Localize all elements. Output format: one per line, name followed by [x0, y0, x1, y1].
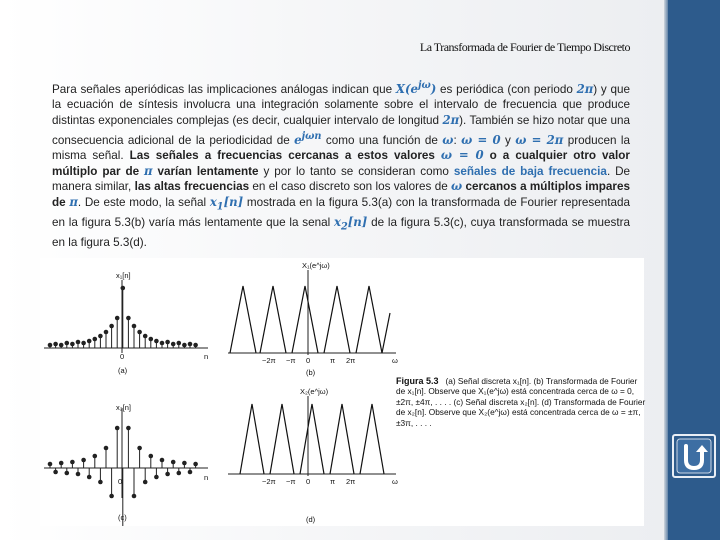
signal-c-stem-dot — [70, 460, 75, 465]
signal-c-stem-dot — [188, 470, 193, 475]
signal-c-stem-dot — [109, 494, 114, 499]
signal-a-stem-dot — [188, 342, 193, 347]
signal-a-stem-dot — [165, 340, 170, 345]
signal-c-stem-dot — [193, 462, 198, 467]
tick-d-pi: π — [330, 477, 336, 486]
figure-caption-label: Figura 5.3 — [396, 376, 439, 386]
caption-c: (c) — [118, 513, 127, 522]
spectrum-b-lobe-5 — [356, 286, 382, 353]
tick-d-mpi: −π — [286, 477, 296, 486]
slide-title: La Transformada de Fourier de Tiempo Discreto — [419, 40, 630, 54]
label-a-n: n — [204, 352, 209, 361]
signal-a-stem-dot — [93, 337, 98, 342]
signal-a-stem-dot — [149, 337, 154, 342]
signal-a-stem-dot — [76, 340, 81, 345]
tick-b-pi: π — [330, 356, 336, 365]
figure-caption-text: (a) Señal discreta x₁[n]. (b) Transformada de Fourier de x₁[n]. Observe que X₁(e^jω) está concentrada cerca de ω = 0, ±2π, ±4π, . . . . (c) Señal discreta x₂[n]. (d) Transformada de Fourier de x₂[n]. Observe que X₂(e^jω) está concentrada cerca de ω = ±π, ±3π, . . . . — [396, 376, 646, 428]
signal-a-stem-dot — [193, 343, 198, 348]
signal-a-stem-dot — [137, 330, 142, 335]
signal-c-stem-dot — [104, 446, 109, 451]
signal-c-stem-dot — [48, 462, 53, 467]
signal-c-stem-dot — [126, 426, 131, 431]
signal-c-stem-dot — [171, 460, 176, 465]
signal-c-stem-dot — [154, 475, 159, 480]
tick-b-0: 0 — [306, 356, 311, 365]
signal-a-stem-dot — [59, 343, 64, 348]
stems-c — [48, 426, 198, 526]
caption-b: (b) — [306, 368, 316, 377]
return-button[interactable] — [672, 434, 716, 478]
tick-b-mpi: −π — [286, 356, 296, 365]
spectrum-b-lobe-2 — [260, 286, 286, 353]
signal-a-stem-dot — [160, 341, 165, 346]
caption-a: (a) — [118, 366, 128, 375]
signal-c-stem-dot — [115, 426, 120, 431]
label-c-n: n — [204, 473, 209, 482]
body-paragraph: Para señales aperiódicas las implicaciones análogas indican que $X(e^{j\omega})$ es periódica (con periodo 2π) y que la ecuación de síntesis involucra una integración solamente sobre el intervalo de frecuencia que produce distintas exponenciales complejas (es decir, cualquier intervalo de longitud 2π). También se hizo notar que una consecuencia adicional de la periodicidad de $e^{j\omega n}$ como una función de ω: ω = 0 y ω = 2π producen la misma señal. Las señales a frecuencias cercanas a estos valores ω = 0 o a cualquier otro valor múltiplo par de π varían lentamente y por lo tanto se consideran como señales de baja frecuencia. De manera similar, las altas frecuencias en el caso discreto son los valores de ω cercanos a múltiplos impares de π. De este modo, la señal $x_1[n]$ mostrada en la figura 5.3(a) con la transformada de Fourier representada en la figura 5.3(b) varía más lentamente que la senal $x_2[n]$ de la figura 5.3(c), cuya transformada se muestra en la figura 5.3(d). — [52, 80, 631, 249]
signal-c-stem-dot — [149, 454, 154, 459]
label-d-omega: ω — [392, 477, 398, 486]
spectrum-d-lobe-3 — [300, 404, 324, 474]
label-a-y: x₁[n] — [116, 271, 131, 280]
signal-c-stem-dot — [132, 494, 137, 499]
spectrum-d-lobe-4 — [330, 404, 354, 474]
signal-c-stem-dot — [65, 471, 70, 476]
return-arrow-icon — [674, 436, 714, 476]
signal-a-stem-dot — [154, 339, 159, 344]
signal-c-stem-dot — [53, 470, 58, 475]
spectrum-b-lobe-1 — [230, 286, 256, 353]
tick-b-m2pi: −2π — [262, 356, 276, 365]
signal-c-stem-dot — [76, 472, 81, 477]
signal-a-stem-dot — [65, 341, 70, 346]
signal-a-stem-dot — [70, 342, 75, 347]
signal-c-stem-dot — [98, 480, 103, 485]
signal-a-stem-dot — [109, 324, 114, 329]
signal-c-stem-dot — [182, 461, 187, 466]
signal-c-stem-dot — [59, 461, 64, 466]
stems-a — [48, 286, 198, 348]
spectrum-d-lobe-5 — [360, 404, 384, 474]
tick-d-2pi: 2π — [346, 477, 356, 486]
signal-a-stem-dot — [177, 341, 182, 346]
signal-a-stem-dot — [126, 316, 131, 321]
signal-c-stem-dot — [160, 458, 165, 463]
label-c-zero: 0 — [118, 477, 123, 486]
signal-a-stem-dot — [48, 343, 53, 348]
spectrum-d-lobe-2 — [270, 404, 294, 474]
signal-c-stem-dot — [165, 472, 170, 477]
tick-d-0: 0 — [306, 477, 311, 486]
signal-a-stem-dot — [53, 342, 58, 347]
label-a-zero: 0 — [120, 352, 125, 361]
label-c-y: x₂[n] — [116, 403, 131, 412]
spectrum-d-lobe-1 — [240, 404, 264, 474]
signal-a-stem-dot — [81, 341, 86, 346]
signal-c-stem-dot — [81, 458, 86, 463]
signal-a-stem-dot — [143, 334, 148, 339]
signal-a-stem-dot — [182, 343, 187, 348]
figure-caption — [396, 376, 646, 428]
spectrum-b-lobe-3 — [292, 286, 318, 353]
signal-a-stem-dot — [115, 316, 120, 321]
label-b-omega: ω — [392, 356, 398, 365]
spectrum-b-lobe-6 — [382, 313, 390, 353]
signal-c-stem-dot — [177, 471, 182, 476]
label-d-y: X₂(e^jω) — [300, 387, 329, 396]
spectrum-b-lobe-4 — [324, 286, 350, 353]
signal-a-stem-dot — [98, 334, 103, 339]
signal-a-stem-dot — [87, 339, 92, 344]
signal-a-stem-dot — [171, 342, 176, 347]
caption-d: (d) — [306, 515, 316, 524]
signal-a-stem-dot — [121, 286, 126, 291]
signal-c-stem-dot — [87, 475, 92, 480]
tick-b-2pi: 2π — [346, 356, 356, 365]
label-b-y: X₁(e^jω) — [302, 261, 330, 270]
signal-a-stem-dot — [104, 330, 109, 335]
signal-c-stem-dot — [93, 454, 98, 459]
signal-c-stem-dot — [137, 446, 142, 451]
signal-c-stem-dot — [143, 480, 148, 485]
tick-d-m2pi: −2π — [262, 477, 276, 486]
figure-5-3 — [40, 258, 644, 526]
signal-a-stem-dot — [132, 324, 137, 329]
